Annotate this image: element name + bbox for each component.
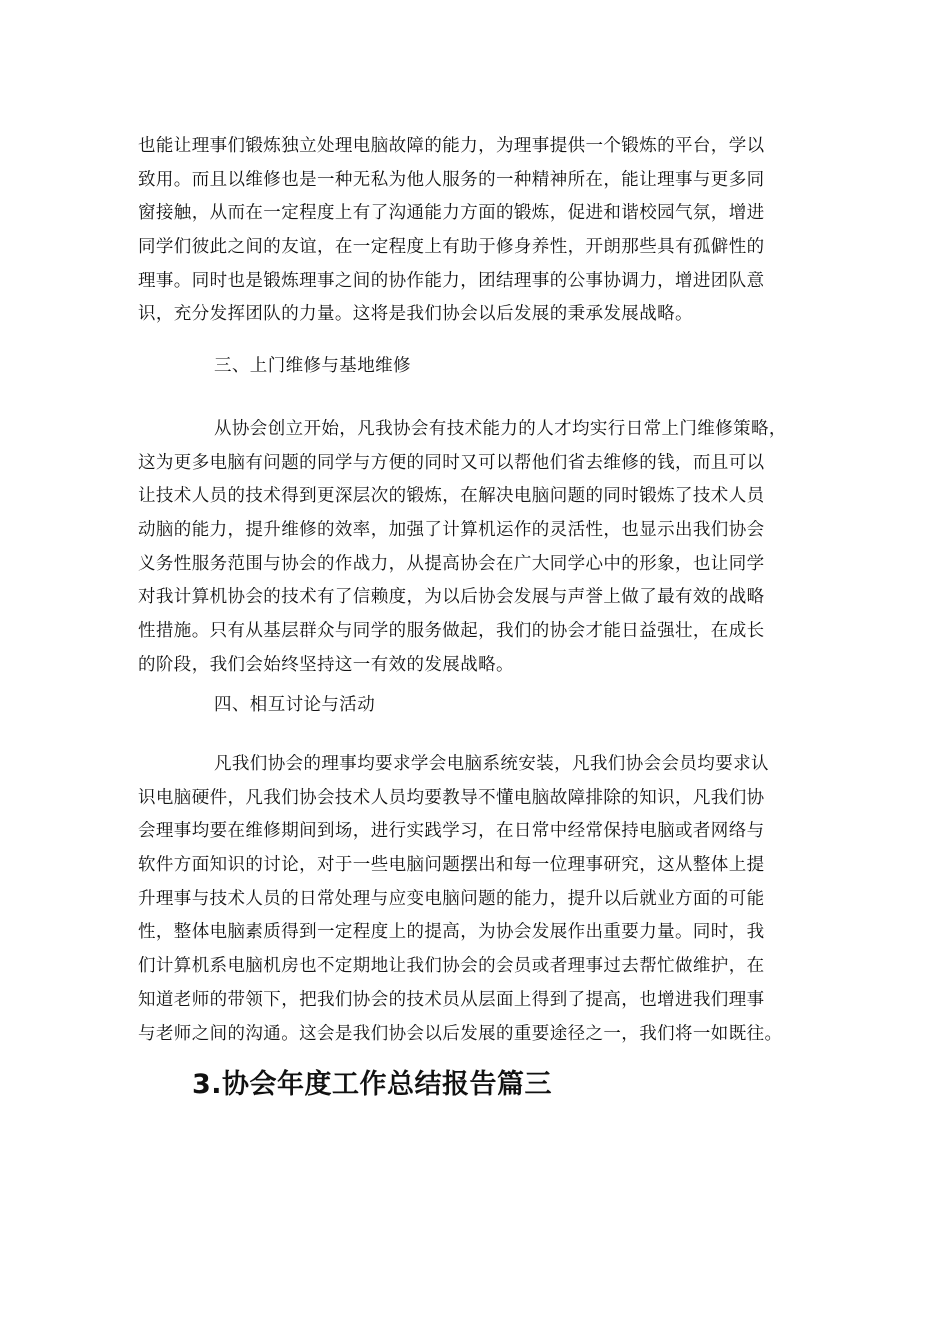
paragraph-line: 会理事均要在维修期间到场，进行实践学习，在日常中经常保持电脑或者网络与 [138, 821, 765, 842]
paragraph-line: 致用。而且以维修也是一种无私为他人服务的一种精神所在，能让理事与更多同 [138, 169, 765, 190]
section-title: 3.协会年度工作总结报告篇三 [192, 1069, 553, 1100]
paragraph-1 [138, 130, 823, 332]
paragraph-line: 义务性服务范围与协会的作战力，从提高协会在广大同学心中的形象，也让同学 [138, 553, 765, 574]
paragraph-line: 性，整体电脑素质得到一定程度上的提高，为协会发展作出重要力量。同时，我 [138, 922, 765, 943]
paragraph-line: 识电脑硬件，凡我们协会技术人员均要教导不懂电脑故障排除的知识，凡我们协 [138, 787, 765, 808]
paragraph-line: 也能让理事们锻炼独立处理电脑故障的能力，为理事提供一个锻炼的平台，学以 [138, 136, 765, 156]
paragraph-line: 凡我们协会的理事均要求学会电脑系统安装，凡我们协会会员均要求认 [214, 754, 769, 774]
paragraph-line: 软件方面知识的讨论，对于一些电脑问题摆出和每一位理事研究，这从整体上提 [138, 855, 765, 876]
paragraph-line: 识，充分发挥团队的力量。这将是我们协会以后发展的秉承发展战略。 [138, 304, 693, 325]
paragraph-line: 窗接触，从而在一定程度上有了沟通能力方面的锻炼，促进和谐校园气氛，增进 [138, 203, 765, 224]
paragraph-2 [138, 413, 823, 683]
paragraph-line: 同学们彼此之间的友谊，在一定程度上有助于修身养性，开朗那些具有孤僻性的 [138, 237, 765, 258]
paragraph-3 [138, 748, 823, 1051]
paragraph-line: 动脑的能力，提升维修的效率，加强了计算机运作的灵活性，也显示出我们协会 [138, 520, 765, 541]
paragraph-line: 知道老师的带领下，把我们协会的技术员从层面上得到了提高，也增进我们理事 [138, 989, 765, 1010]
paragraph-line: 性措施。只有从基层群众与同学的服务做起，我们的协会才能日益强壮，在成长 [138, 621, 765, 642]
paragraph-line: 理事。同时也是锻炼理事之间的协作能力，团结理事的公事协调力，增进团队意 [138, 270, 765, 291]
paragraph-line: 对我计算机协会的技术有了信赖度，为以后协会发展与声誉上做了最有效的战略 [138, 587, 765, 608]
subheading-discussion: 四、相互讨论与活动 [214, 695, 376, 715]
paragraph-line: 从协会创立开始，凡我协会有技术能力的人才均实行日常上门维修策略， [214, 419, 787, 439]
paragraph-line: 的阶段，我们会始终坚持这一有效的发展战略。 [138, 654, 514, 675]
paragraph-line: 这为更多电脑有问题的同学与方便的同时又可以帮他们省去维修的钱，而且可以 [138, 452, 765, 473]
paragraph-line: 升理事与技术人员的日常处理与应变电脑问题的能力，提升以后就业方面的可能 [138, 888, 765, 909]
paragraph-line: 让技术人员的技术得到更深层次的锻炼，在解决电脑问题的同时锻炼了技术人员 [138, 486, 765, 507]
paragraph-line: 与老师之间的沟通。这会是我们协会以后发展的重要途径之一，我们将一如既往。 [138, 1023, 783, 1044]
subheading-door-repair: 三、上门维修与基地维修 [214, 356, 411, 376]
paragraph-line: 们计算机系电脑机房也不定期地让我们协会的会员或者理事过去帮忙做维护，在 [138, 956, 765, 977]
